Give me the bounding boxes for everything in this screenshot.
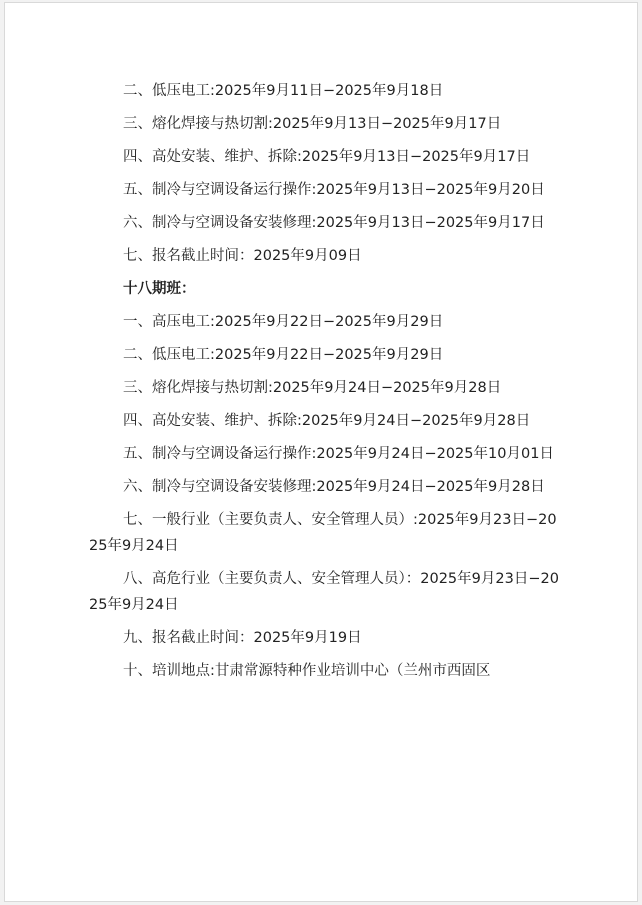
schedule-line: 四、高处安装、维护、拆除:2025年9月24日−2025年9月28日 xyxy=(123,413,531,429)
schedule-line: 三、熔化焊接与热切割:2025年9月13日−2025年9月17日 xyxy=(123,116,502,132)
schedule-line: 八、高危行业（主要负责人、安全管理人员）：2025年9月23日−2025年9月24日 xyxy=(89,571,559,613)
schedule-line: 五、制冷与空调设备运行操作:2025年9月24日−2025年10月01日 xyxy=(123,446,554,462)
schedule-line: 四、高处安装、维护、拆除:2025年9月13日−2025年9月17日 xyxy=(123,149,531,165)
schedule-line: 二、低压电工:2025年9月22日−2025年9月29日 xyxy=(123,347,444,363)
schedule-line: 一、高压电工:2025年9月22日−2025年9月29日 xyxy=(123,314,444,330)
document-body xyxy=(89,75,559,688)
schedule-line: 九、报名截止时间：2025年9月19日 xyxy=(123,630,362,646)
schedule-line: 七、一般行业（主要负责人、安全管理人员）:2025年9月23日−2025年9月24日 xyxy=(89,512,557,554)
section-heading: 十八期班： xyxy=(123,281,196,297)
schedule-line: 七、报名截止时间：2025年9月09日 xyxy=(123,248,362,264)
schedule-line: 五、制冷与空调设备运行操作:2025年9月13日−2025年9月20日 xyxy=(123,182,545,198)
document-page xyxy=(4,2,638,902)
schedule-line: 十、培训地点:甘肃常源特种作业培训中心（兰州市西固区 xyxy=(123,663,491,679)
schedule-line: 二、低压电工:2025年9月11日−2025年9月18日 xyxy=(123,83,444,99)
schedule-line: 六、制冷与空调设备安装修理:2025年9月24日−2025年9月28日 xyxy=(123,479,545,495)
schedule-line: 三、熔化焊接与热切割:2025年9月24日−2025年9月28日 xyxy=(123,380,502,396)
schedule-line: 六、制冷与空调设备安装修理:2025年9月13日−2025年9月17日 xyxy=(123,215,545,231)
